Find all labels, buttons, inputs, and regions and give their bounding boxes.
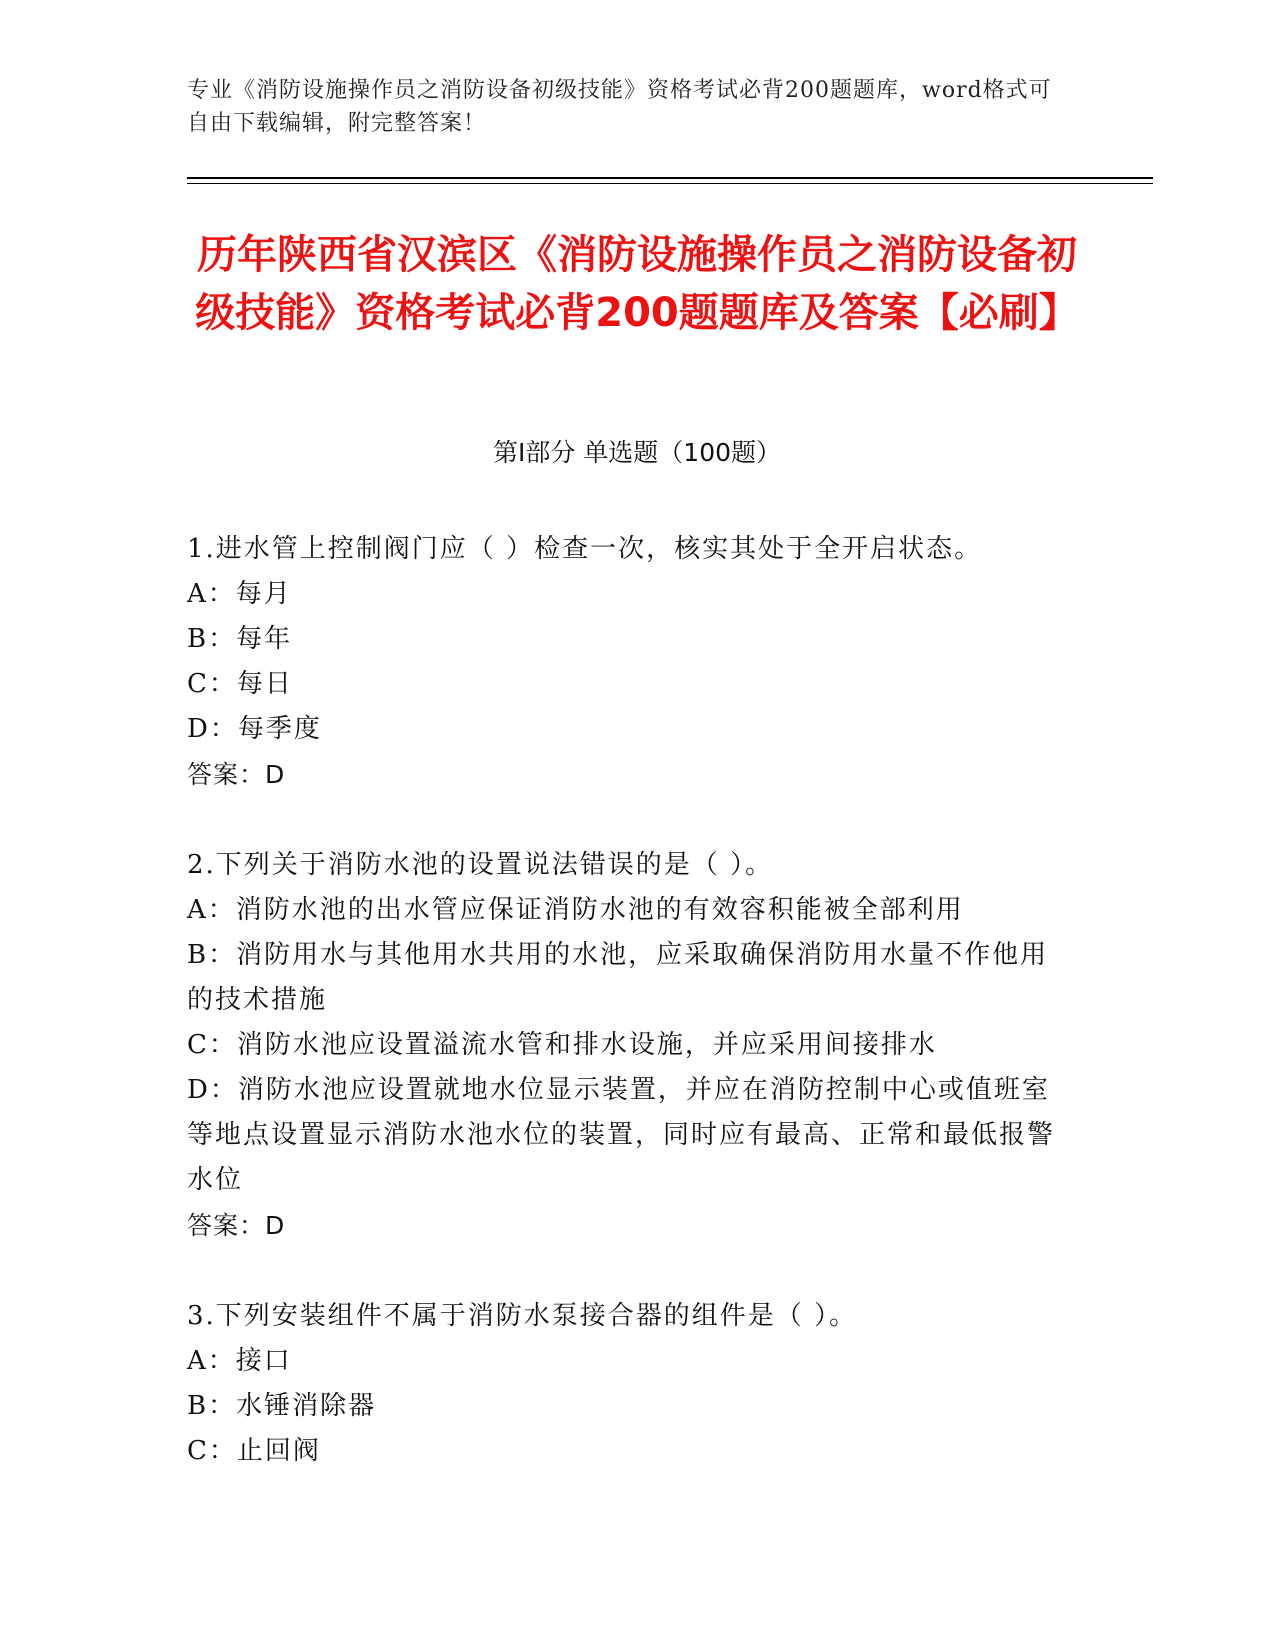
question-2 <box>187 843 1067 1248</box>
question-stem: 2.下列关于消防水池的设置说法错误的是（ ）。 <box>187 850 774 880</box>
option-d: D：消防水池应设置就地水位显示装置，并应在消防控制中心或值班室等地点设置显示消防水池水位的装置，同时应有最高、正常和最低报警水位 <box>187 1075 1056 1195</box>
answer-text: 答案：D <box>187 760 286 789</box>
option-c: C：消防水池应设置溢流水管和排水设施，并应采用间接排水 <box>187 1030 937 1060</box>
document-title: 历年陕西省汉滨区《消防设施操作员之消防设备初级技能》资格考试必背200题题库及答案【必刷】 <box>195 232 1079 336</box>
header-divider-thin <box>187 183 1153 184</box>
option-b: B：水锤消除器 <box>187 1391 377 1421</box>
option-a: A：消防水池的出水管应保证消防水池的有效容积能被全部利用 <box>187 895 964 925</box>
question-list <box>187 527 1067 1520</box>
option-d: D：每季度 <box>187 714 322 744</box>
answer-text: 答案：D <box>187 1211 286 1240</box>
option-a: A：每月 <box>187 579 292 609</box>
question-3 <box>187 1294 1067 1474</box>
question-stem: 1.进水管上控制阀门应（ ）检查一次，核实其处于全开启状态。 <box>187 534 983 564</box>
option-c: C：每日 <box>187 669 293 699</box>
option-c: C：止回阀 <box>187 1436 321 1466</box>
option-b: B：每年 <box>187 624 293 654</box>
question-1 <box>187 527 1067 797</box>
option-a: A：接口 <box>187 1346 292 1376</box>
section-heading: 第Ⅰ部分 单选题（100题） <box>492 438 782 467</box>
header-note: 专业《消防设施操作员之消防设备初级技能》资格考试必背200题题库，word格式可自由下载编辑，附完整答案！ <box>187 78 1052 136</box>
option-b: B：消防用水与其他用水共用的水池，应采取确保消防用水量不作他用的技术措施 <box>187 940 1049 1015</box>
header-divider-thick <box>187 177 1153 179</box>
question-stem: 3.下列安装组件不属于消防水泵接合器的组件是（ ）。 <box>187 1301 858 1331</box>
